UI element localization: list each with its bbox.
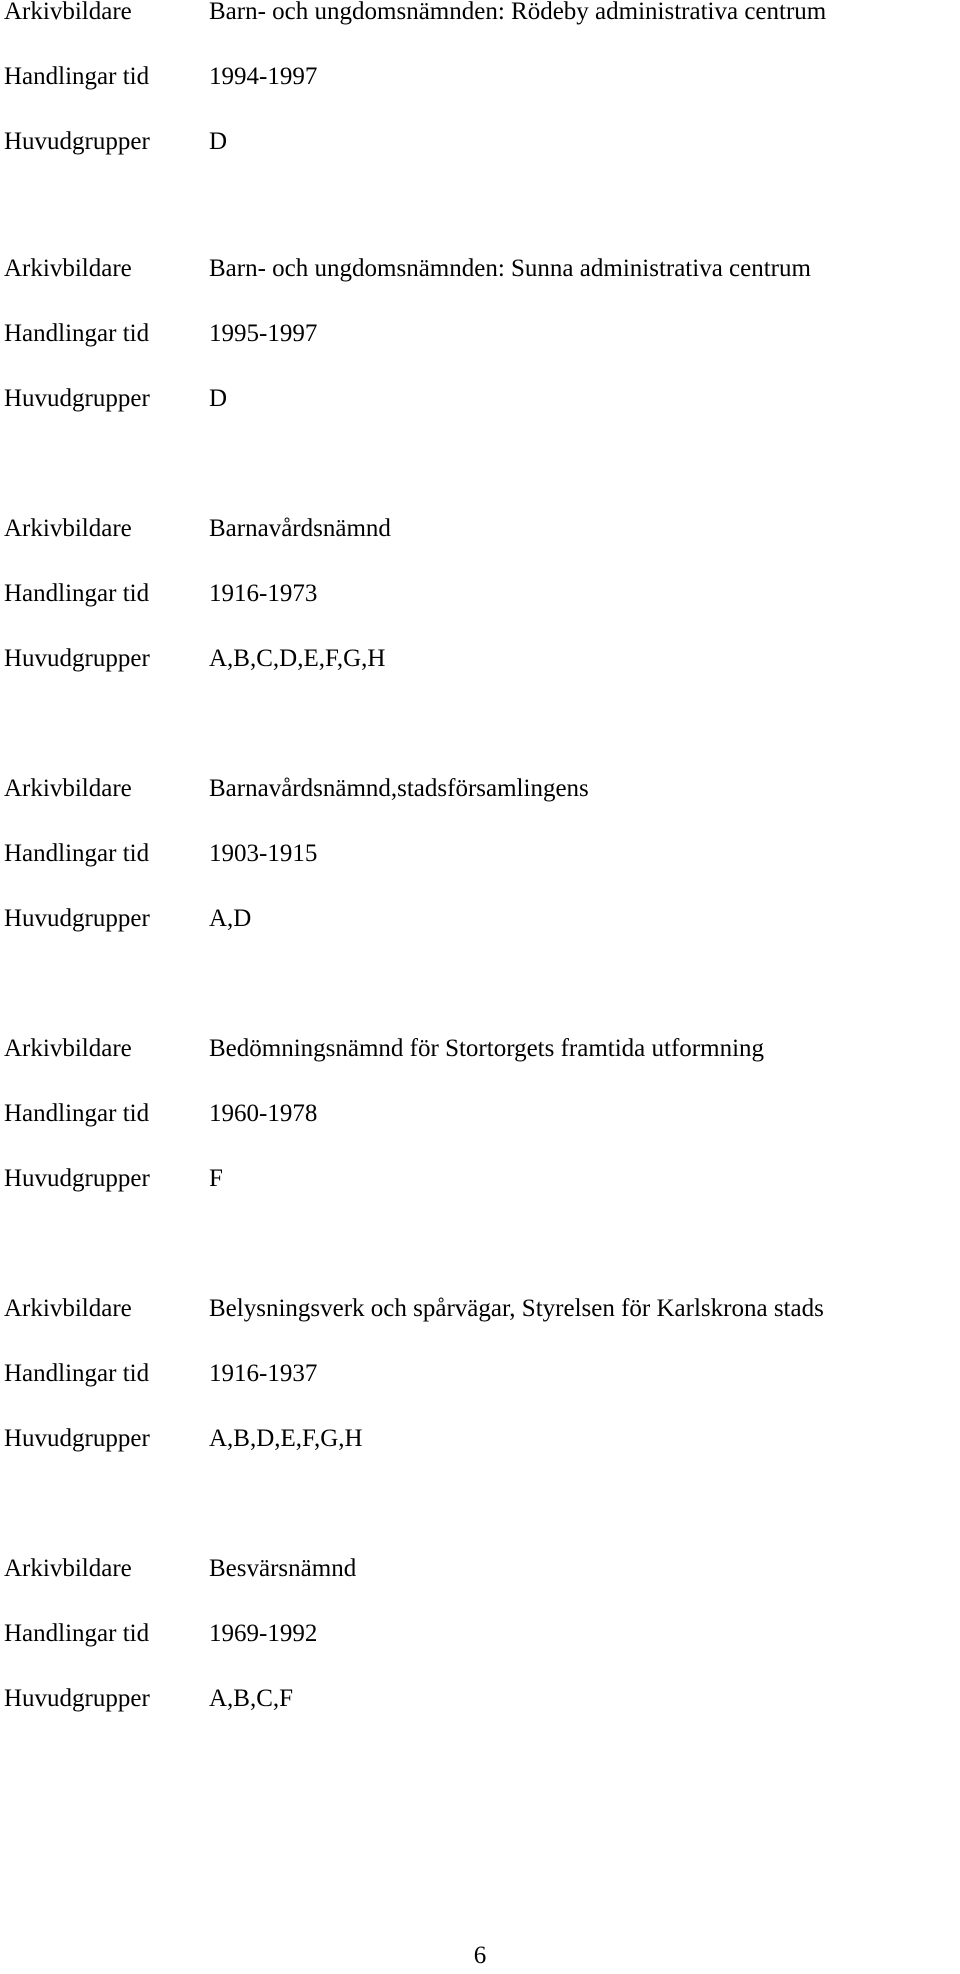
period-value: 1916-1937 (209, 1360, 318, 1387)
groups-label: Huvudgrupper (4, 1165, 150, 1192)
period-value: 1994-1997 (209, 63, 318, 90)
record-period-row (4, 578, 954, 610)
record-groups-row (4, 126, 954, 158)
groups-value: A,B,D,E,F,G,H (209, 1425, 363, 1452)
groups-label: Huvudgrupper (4, 1425, 150, 1452)
record-period-row (4, 1618, 954, 1650)
groups-label: Huvudgrupper (4, 645, 150, 672)
period-value: 1903-1915 (209, 840, 318, 867)
record-groups-row (4, 383, 954, 415)
archive-record (4, 0, 954, 158)
record-groups-row (4, 1163, 954, 1195)
record-period-row (4, 1098, 954, 1130)
record-creator-row (4, 253, 954, 285)
record-period-row (4, 838, 954, 870)
record-creator-row (4, 513, 954, 545)
period-label: Handlingar tid (4, 1620, 150, 1647)
groups-value: A,D (209, 905, 252, 932)
creator-value: Bedömningsnämnd för Stortorgets framtida utformning (209, 1035, 765, 1062)
creator-value: Barn- och ungdomsnämnden: Sunna administrativa centrum (209, 255, 811, 282)
period-value: 1916-1973 (209, 580, 318, 607)
record-groups-row (4, 643, 954, 675)
record-period-row (4, 1358, 954, 1390)
period-label: Handlingar tid (4, 840, 150, 867)
record-creator-row (4, 1293, 954, 1325)
archive-record (4, 253, 954, 415)
record-creator-row (4, 0, 954, 28)
creator-label: Arkivbildare (4, 0, 132, 25)
groups-value: D (209, 385, 228, 412)
creator-value: Belysningsverk och spårvägar, Styrelsen för Karlskrona stads (209, 1295, 824, 1322)
groups-label: Huvudgrupper (4, 128, 150, 155)
period-label: Handlingar tid (4, 63, 150, 90)
record-creator-row (4, 1553, 954, 1585)
creator-value: Barnavårdsnämnd,stadsförsamlingens (209, 775, 589, 802)
period-label: Handlingar tid (4, 320, 150, 347)
creator-value: Besvärsnämnd (209, 1555, 357, 1582)
creator-label: Arkivbildare (4, 255, 132, 282)
creator-label: Arkivbildare (4, 515, 132, 542)
period-value: 1960-1978 (209, 1100, 318, 1127)
record-period-row (4, 61, 954, 93)
creator-value: Barn- och ungdomsnämnden: Rödeby administrativa centrum (209, 0, 827, 25)
groups-label: Huvudgrupper (4, 905, 150, 932)
creator-label: Arkivbildare (4, 1555, 132, 1582)
page-number: 6 (473, 1942, 487, 1969)
period-label: Handlingar tid (4, 1360, 150, 1387)
period-value: 1969-1992 (209, 1620, 318, 1647)
period-label: Handlingar tid (4, 580, 150, 607)
record-groups-row (4, 1683, 954, 1715)
period-value: 1995-1997 (209, 320, 318, 347)
period-label: Handlingar tid (4, 1100, 150, 1127)
creator-label: Arkivbildare (4, 1035, 132, 1062)
record-groups-row (4, 903, 954, 935)
archive-record (4, 773, 954, 935)
archive-record (4, 1033, 954, 1195)
record-groups-row (4, 1423, 954, 1455)
creator-label: Arkivbildare (4, 1295, 132, 1322)
creator-value: Barnavårdsnämnd (209, 515, 391, 542)
groups-value: D (209, 128, 228, 155)
groups-label: Huvudgrupper (4, 1685, 150, 1712)
record-period-row (4, 318, 954, 350)
archive-record (4, 1293, 954, 1455)
groups-value: F (209, 1165, 223, 1192)
groups-value: A,B,C,D,E,F,G,H (209, 645, 386, 672)
creator-label: Arkivbildare (4, 775, 132, 802)
record-creator-row (4, 773, 954, 805)
record-creator-row (4, 1033, 954, 1065)
groups-label: Huvudgrupper (4, 385, 150, 412)
archive-record (4, 513, 954, 675)
archive-record (4, 1553, 954, 1715)
groups-value: A,B,C,F (209, 1685, 294, 1712)
